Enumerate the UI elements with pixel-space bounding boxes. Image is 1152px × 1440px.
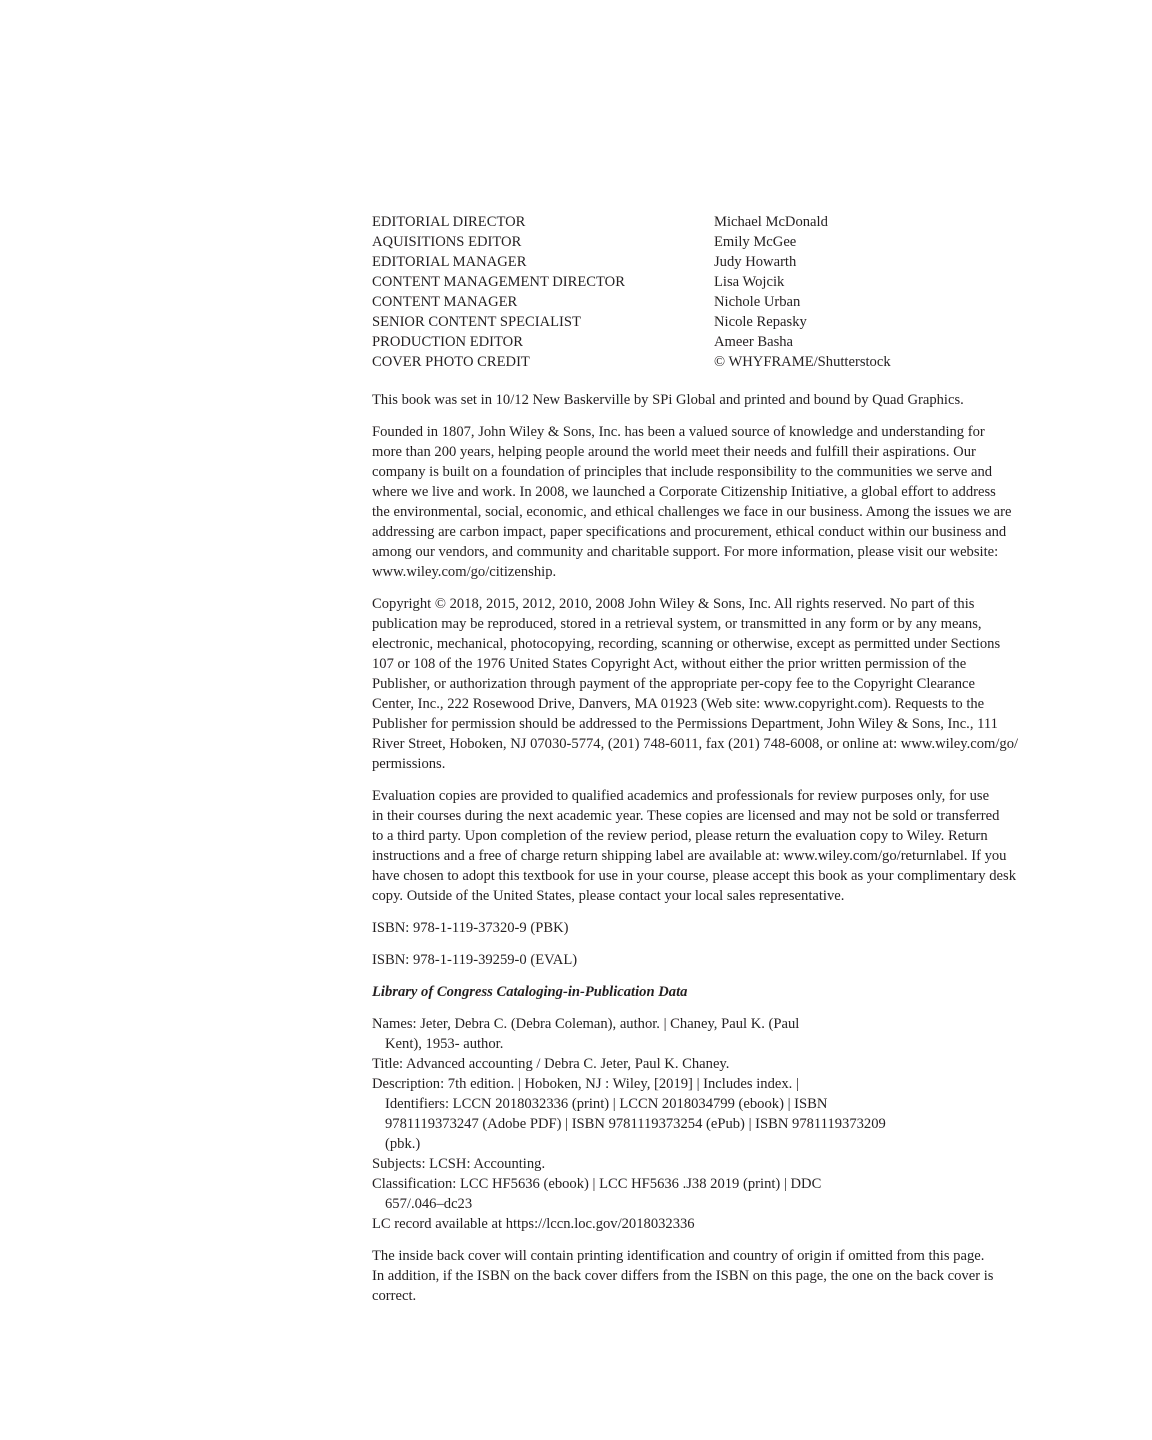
evaluation-paragraph — [372, 786, 1062, 906]
paragraph-line: copy. Outside of the United States, please contact your local sales representative. — [372, 888, 845, 904]
credit-row — [372, 332, 1062, 352]
credit-name: Lisa Wojcik — [714, 274, 785, 290]
paragraph-line: addressing are carbon impact, paper specifications and procurement, ethical conduct within our business and — [372, 524, 1007, 540]
cip-line: (pbk.) — [385, 1136, 421, 1152]
credit-name: Ameer Basha — [714, 334, 794, 350]
founded-paragraph — [372, 422, 1062, 582]
cip-line: Kent), 1953- author. — [385, 1036, 504, 1052]
paragraph-line: Publisher, or authorization through payment of the appropriate per-copy fee to the Copyright Clearance — [372, 676, 975, 692]
credit-role: PRODUCTION EDITOR — [372, 334, 523, 350]
credit-row — [372, 252, 1062, 272]
paragraph-line: where we live and work. In 2008, we launched a Corporate Citizenship Initiative, a global effort to address — [372, 484, 996, 500]
paragraph-line: Founded in 1807, John Wiley & Sons, Inc. has been a valued source of knowledge and understanding for — [372, 424, 985, 440]
credit-role: CONTENT MANAGEMENT DIRECTOR — [372, 274, 625, 290]
isbn-eval: ISBN: 978-1-119-39259-0 (EVAL) — [372, 952, 578, 968]
paragraph-line: The inside back cover will contain printing identification and country of origin if omitted from this page. — [372, 1248, 985, 1264]
credit-row — [372, 212, 1062, 232]
cip-heading: Library of Congress Cataloging-in-Publication Data — [372, 984, 688, 1000]
paragraph-line: Publisher for permission should be addressed to the Permissions Department, John Wiley & Sons, Inc., 111 — [372, 716, 998, 732]
credit-role: EDITORIAL DIRECTOR — [372, 214, 526, 230]
cip-line: LC record available at https://lccn.loc.gov/2018032336 — [372, 1216, 695, 1232]
credit-role: SENIOR CONTENT SPECIALIST — [372, 314, 581, 330]
paragraph-line: River Street, Hoboken, NJ 07030-5774, (201) 748-6011, fax (201) 748-6008, or online at: www.wiley.com/go/ — [372, 736, 1019, 752]
paragraph-line: have chosen to adopt this textbook for use in your course, please accept this book as your complimentary desk — [372, 868, 1016, 884]
closing-paragraph — [372, 1246, 1062, 1306]
paragraph-line: 107 or 108 of the 1976 United States Copyright Act, without either the prior written permission of the — [372, 656, 967, 672]
paragraph-line: Center, Inc., 222 Rosewood Drive, Danvers, MA 01923 (Web site: www.copyright.com). Requests to the — [372, 696, 985, 712]
paragraph-line: Copyright © 2018, 2015, 2012, 2010, 2008 John Wiley & Sons, Inc. All rights reserved. No part of this — [372, 596, 975, 612]
paragraph-line: publication may be reproduced, stored in a retrieval system, or transmitted in any form or by any means, — [372, 616, 982, 632]
credit-row — [372, 352, 1062, 372]
isbn-pbk: ISBN: 978-1-119-37320-9 (PBK) — [372, 920, 569, 936]
cip-line: Identifiers: LCCN 2018032336 (print) | LCCN 2018034799 (ebook) | ISBN — [385, 1096, 828, 1112]
copyright-paragraph — [372, 594, 1062, 774]
paragraph-line: to a third party. Upon completion of the review period, please return the evaluation copy to Wiley. Return — [372, 828, 988, 844]
credit-row — [372, 292, 1062, 312]
cip-line: 9781119373247 (Adobe PDF) | ISBN 9781119373254 (ePub) | ISBN 9781119373209 — [385, 1116, 886, 1132]
cip-line: Description: 7th edition. | Hoboken, NJ : Wiley, [2019] | Includes index. | — [372, 1076, 799, 1092]
credit-role: COVER PHOTO CREDIT — [372, 354, 530, 370]
credit-name: Judy Howarth — [714, 254, 797, 270]
credit-row — [372, 272, 1062, 292]
paragraph-line: the environmental, social, economic, and ethical challenges we face in our business. Among the issues we are — [372, 504, 1012, 520]
cip-line: Title: Advanced accounting / Debra C. Jeter, Paul K. Chaney. — [372, 1056, 730, 1072]
cip-block — [372, 1014, 1062, 1234]
typeset-note — [372, 390, 1062, 410]
credit-row — [372, 312, 1062, 332]
credits-list — [372, 212, 1062, 372]
cip-line: Classification: LCC HF5636 (ebook) | LCC HF5636 .J38 2019 (print) | DDC — [372, 1176, 822, 1192]
paragraph-line: company is built on a foundation of principles that include responsibility to the communities we serve and — [372, 464, 993, 480]
credit-name: Nicole Repasky — [714, 314, 807, 330]
paragraph-line: more than 200 years, helping people around the world meet their needs and fulfill their aspirations. Our — [372, 444, 976, 460]
cip-line: Subjects: LCSH: Accounting. — [372, 1156, 546, 1172]
credit-name: © WHYFRAME/Shutterstock — [714, 354, 891, 370]
credit-role: AQUISITIONS EDITOR — [372, 234, 522, 250]
cip-line: 657/.046–dc23 — [385, 1196, 473, 1212]
credit-name: Michael McDonald — [714, 214, 828, 230]
credit-role: CONTENT MANAGER — [372, 294, 518, 310]
paragraph-line: In addition, if the ISBN on the back cover differs from the ISBN on this page, the one on the back cover is — [372, 1268, 994, 1284]
paragraph-line: electronic, mechanical, photocopying, recording, scanning or otherwise, except as permitted under Sections — [372, 636, 1001, 652]
copyright-page — [372, 212, 1062, 1318]
credit-row — [372, 232, 1062, 252]
paragraph-line: correct. — [372, 1288, 417, 1304]
paragraph-line: in their courses during the next academic year. These copies are licensed and may not be sold or transferred — [372, 808, 1000, 824]
credit-name: Emily McGee — [714, 234, 797, 250]
paragraph-line: www.wiley.com/go/citizenship. — [372, 564, 557, 580]
credit-role: EDITORIAL MANAGER — [372, 254, 527, 270]
paragraph-line: among our vendors, and community and charitable support. For more information, please visit our website: — [372, 544, 999, 560]
cip-line: Names: Jeter, Debra C. (Debra Coleman), author. | Chaney, Paul K. (Paul — [372, 1016, 800, 1032]
typeset-line: This book was set in 10/12 New Baskerville by SPi Global and printed and bound by Quad Graphics. — [372, 392, 964, 408]
paragraph-line: Evaluation copies are provided to qualified academics and professionals for review purposes only, for use — [372, 788, 990, 804]
paragraph-line: permissions. — [372, 756, 446, 772]
credit-name: Nichole Urban — [714, 294, 801, 310]
paragraph-line: instructions and a free of charge return shipping label are available at: www.wiley.com/go/returnlabel. If you — [372, 848, 1007, 864]
